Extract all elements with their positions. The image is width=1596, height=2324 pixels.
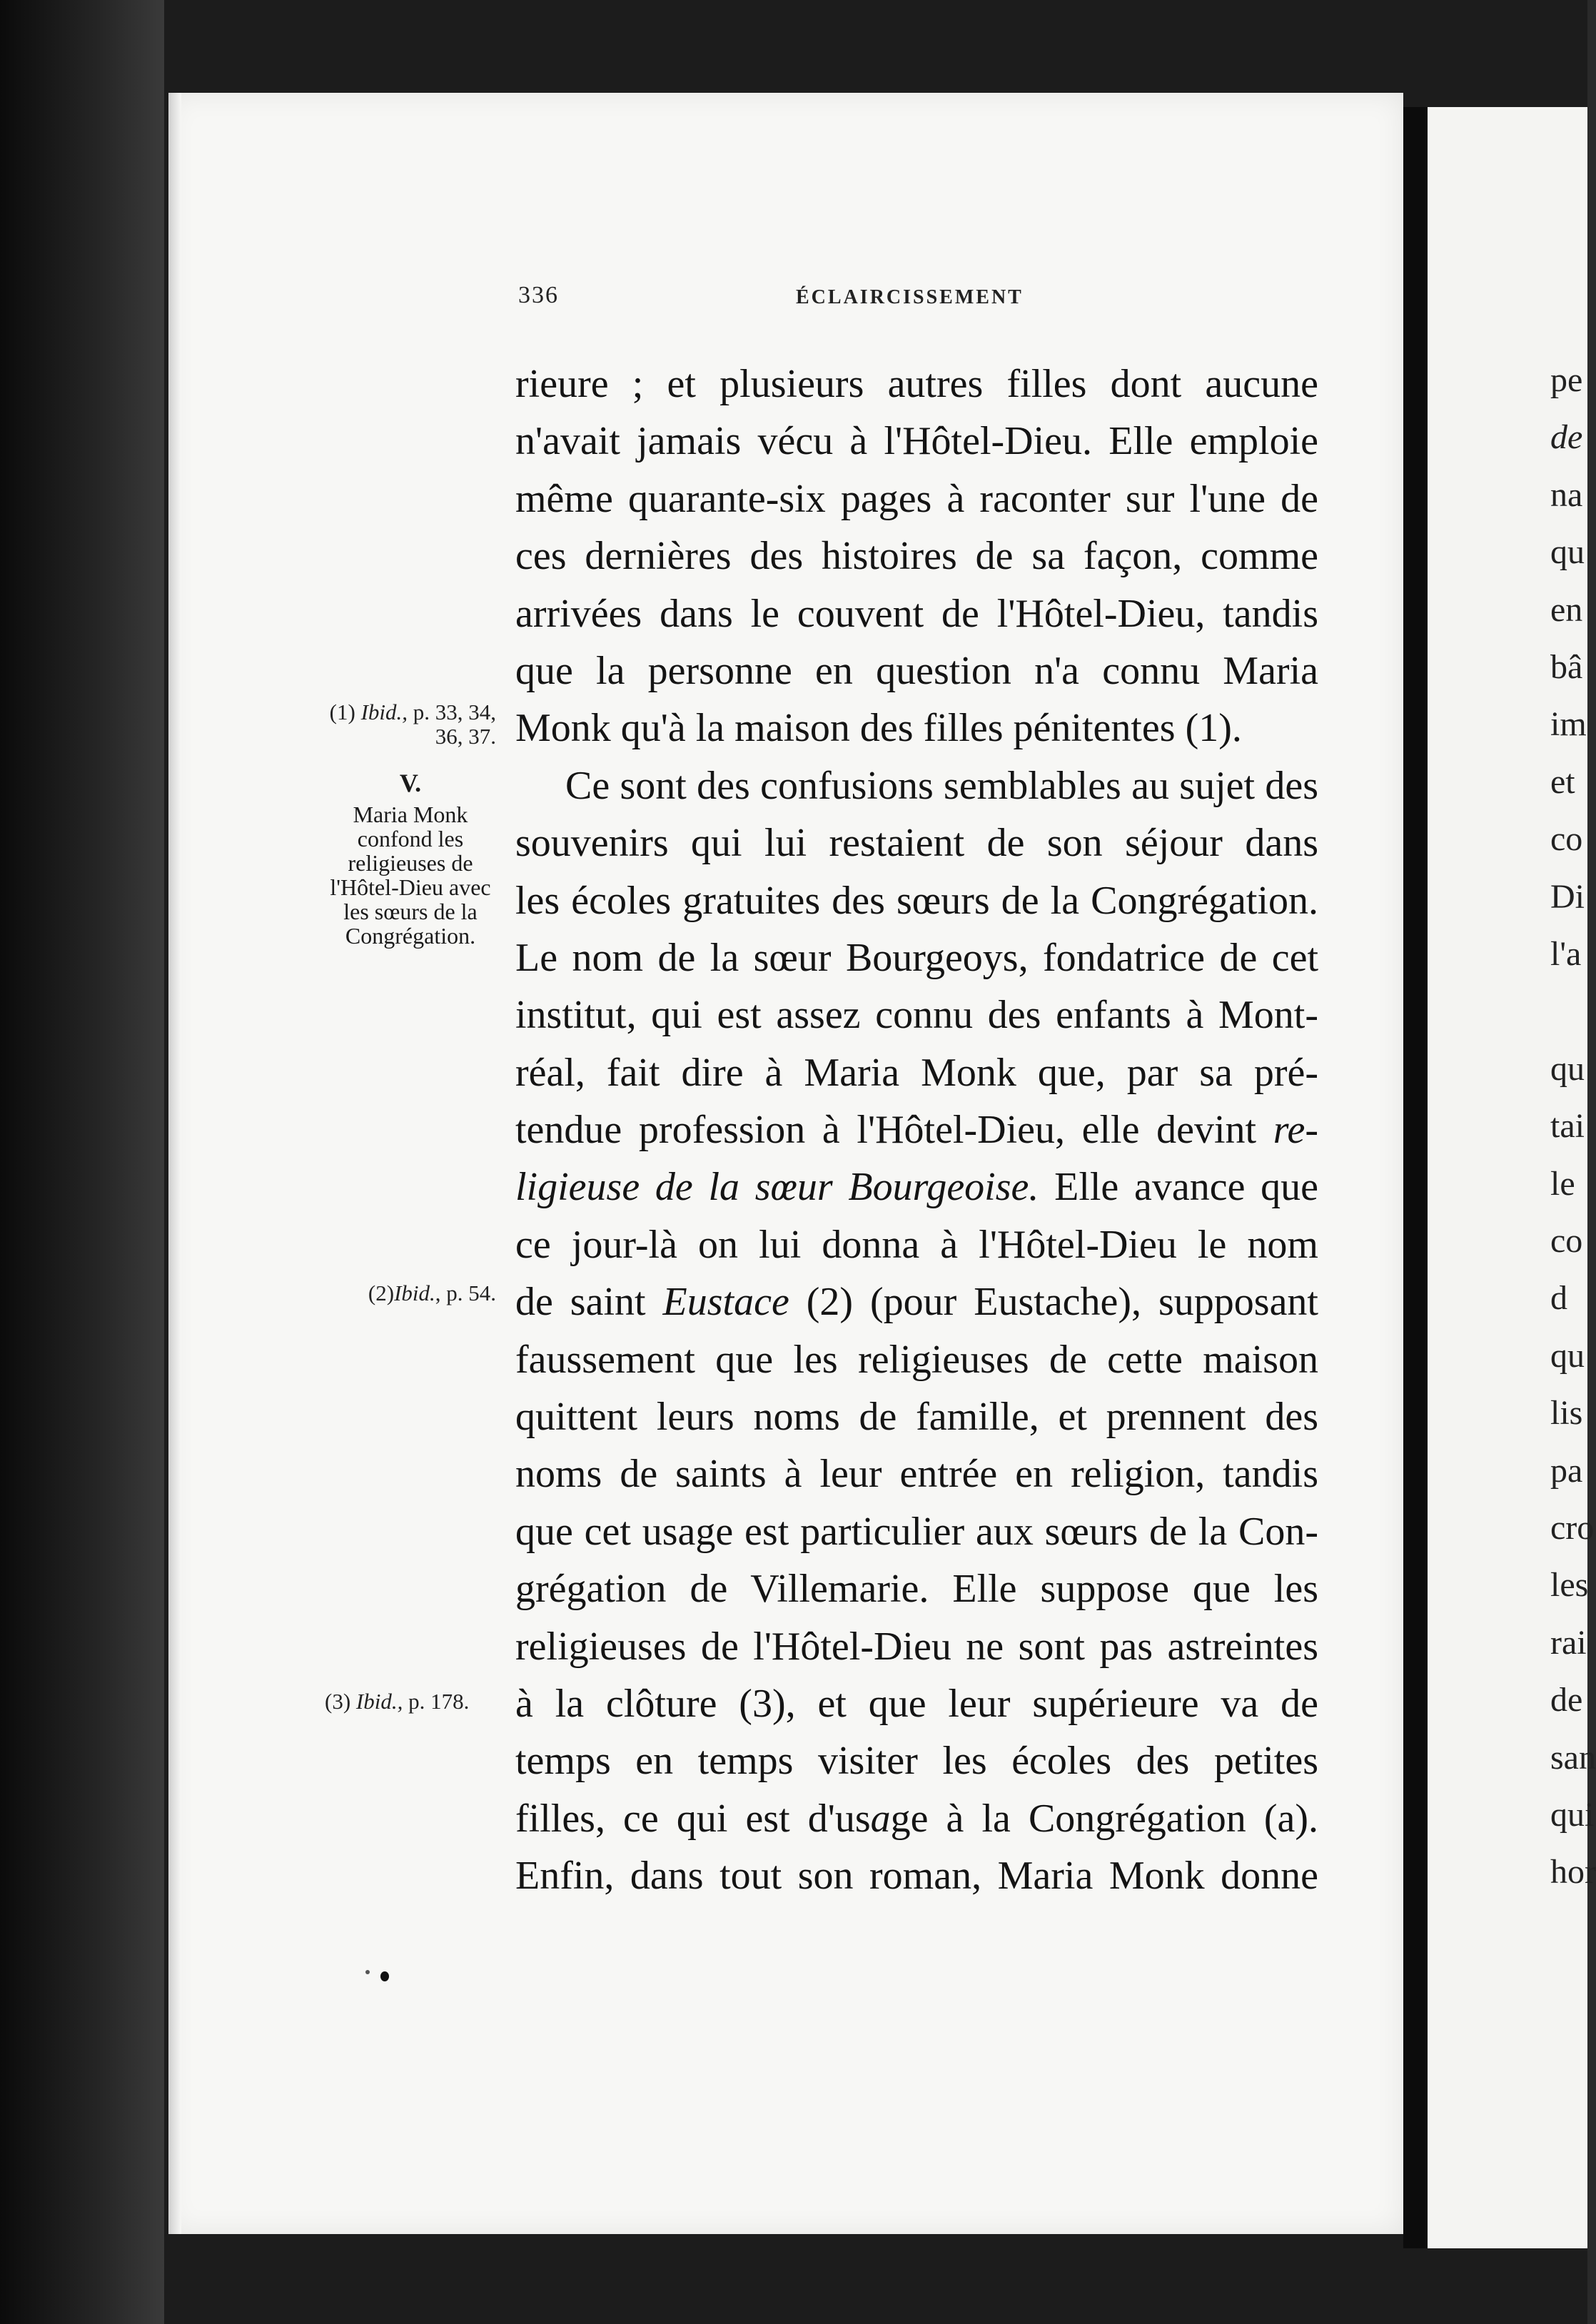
running-title: ÉCLAIRCISSEMENT — [796, 286, 1024, 308]
italic-run: a — [870, 1796, 891, 1841]
footnote-ibid: Ibid., — [355, 1689, 403, 1714]
page-spine-shadow — [168, 93, 181, 2234]
facing-page-word: bâ — [1550, 648, 1583, 686]
text-run: de saint — [515, 1280, 663, 1325]
text-line: temps en temps visiter les écoles des petites — [515, 1739, 1318, 1784]
section-sidenote — [325, 771, 496, 948]
text-line: Monk qu'à la maison des filles pénitentes (1). — [515, 706, 1242, 751]
text-line: religieuses de l'Hôtel-Dieu ne sont pas astreintes — [515, 1624, 1318, 1669]
facing-page-word: le — [1550, 1164, 1575, 1203]
facing-page-word: na — [1550, 475, 1583, 514]
footnote-pages: p. 33, 34, 36, 37. — [413, 699, 496, 749]
italic-run: Eustace — [662, 1280, 789, 1325]
text-line: rieure ; et plusieurs autres filles dont aucune — [515, 362, 1318, 406]
facing-page-word: qu — [1550, 533, 1585, 572]
facing-page-word: pa — [1550, 1451, 1583, 1490]
facing-page-word: rai — [1550, 1623, 1587, 1662]
text-line — [515, 1790, 1318, 1847]
footnote-ref-3 — [325, 1689, 496, 1714]
facing-page-word: co — [1550, 1222, 1583, 1260]
facing-page-word: les — [1550, 1566, 1589, 1605]
facing-page-word: de — [1550, 418, 1583, 457]
facing-page-fragment — [1428, 107, 1596, 2248]
text-line — [515, 1273, 1318, 1330]
text-run: tendue profession à l'Hôtel-Dieu, elle devint — [515, 1108, 1273, 1153]
text-line: quittent leurs noms de famille, et prennent des — [515, 1395, 1318, 1440]
text-line: arrivées dans le couvent de l'Hôtel-Dieu, tandis — [515, 591, 1318, 636]
facing-page-word: qu — [1550, 1336, 1585, 1375]
facing-page-word: pe — [1550, 361, 1583, 399]
text-line: ce jour-là on lui donna à l'Hôtel-Dieu le nom — [515, 1222, 1318, 1267]
footnote-number: (3) — [325, 1689, 351, 1714]
text-line: à la clôture (3), et que leur supérieure va de — [515, 1681, 1318, 1726]
text-line: les écoles gratuites des sœurs de la Congrégation. — [515, 878, 1318, 923]
facing-page-word: hor — [1550, 1853, 1596, 1891]
italic-run: ligieuse de la sœur Bourgeoise. — [515, 1165, 1039, 1210]
book-edge — [0, 0, 164, 2324]
footnote-pages: , p. 54. — [435, 1280, 496, 1305]
text-line: n'avait jamais vécu à l'Hôtel-Dieu. Elle emploie — [515, 419, 1318, 464]
footnote-number: (2) — [368, 1280, 395, 1305]
footnote-number: (1) — [329, 699, 355, 724]
text-line: noms de saints à leur entrée en religion, tandis — [515, 1452, 1318, 1497]
text-line: ces dernières des histoires de sa façon, comme — [515, 534, 1318, 579]
facing-page-word: co — [1550, 820, 1583, 859]
text-run: ge à la Congrégation (a). — [890, 1796, 1318, 1841]
text-line: que cet usage est particulier aux sœurs de la Con- — [515, 1509, 1318, 1554]
footnote-ref-2 — [325, 1281, 496, 1305]
text-line: Ce sont des confusions semblables au sujet des — [565, 763, 1318, 808]
italic-run: re- — [1273, 1108, 1318, 1153]
footnote-ibid: Ibid. — [394, 1280, 435, 1305]
footnote-ref-1 — [325, 700, 496, 749]
text-line — [515, 1158, 1318, 1216]
facing-page-word: Di — [1550, 877, 1585, 916]
text-line: Enfin, dans tout son roman, Maria Monk donne — [515, 1854, 1318, 1899]
text-line: que la personne en question n'a connu Maria — [515, 648, 1318, 693]
body-text — [515, 355, 1318, 1905]
text-line: faussement que les religieuses de cette maison — [515, 1337, 1318, 1382]
footnote-pages: p. 178. — [408, 1689, 470, 1714]
facing-page-word: cro — [1550, 1509, 1595, 1547]
facing-page-word: qu — [1550, 1049, 1585, 1088]
text-line: souvenirs qui lui restaient de son séjour dans — [515, 821, 1318, 866]
ink-spot — [380, 1971, 389, 1981]
facing-page-word: im — [1550, 705, 1587, 744]
page-number: 336 — [518, 282, 559, 308]
text-line: institut, qui est assez connu des enfants à Mont- — [515, 993, 1318, 1038]
text-line: réal, fait dire à Maria Monk que, par sa pré- — [515, 1050, 1318, 1095]
facing-page-word: de — [1550, 1681, 1583, 1719]
facing-page-word: lis — [1550, 1394, 1583, 1433]
text-line — [515, 1101, 1318, 1158]
facing-page-word: qui — [1550, 1796, 1595, 1834]
section-numeral: V. — [399, 769, 422, 797]
facing-page-word: tai — [1550, 1107, 1585, 1146]
book-gutter — [1403, 107, 1428, 2248]
text-run: Elle avance que — [1039, 1165, 1318, 1210]
text-line: Le nom de la sœur Bourgeoys, fondatrice de cet — [515, 935, 1318, 980]
facing-page-word: san — [1550, 1738, 1596, 1777]
running-header — [0, 282, 1587, 325]
text-run: (2) (pour Eustache), supposant — [789, 1280, 1318, 1325]
facing-page-word: et — [1550, 762, 1575, 801]
text-run: filles, ce qui est d'us — [515, 1796, 871, 1841]
facing-page-word: en — [1550, 590, 1583, 629]
facing-page-word: l'a — [1550, 935, 1582, 973]
facing-page-word: d — [1550, 1279, 1567, 1318]
text-line: grégation de Villemarie. Elle suppose que les — [515, 1567, 1318, 1612]
section-summary: Maria Monk confond les religieuses de l'Hôtel-Dieu avec les sœurs de la Congrégation. — [330, 802, 491, 949]
ink-spot — [365, 1970, 370, 1974]
text-line: même quarante-six pages à raconter sur l'une de — [515, 476, 1318, 521]
footnote-ibid: Ibid., — [360, 699, 408, 724]
